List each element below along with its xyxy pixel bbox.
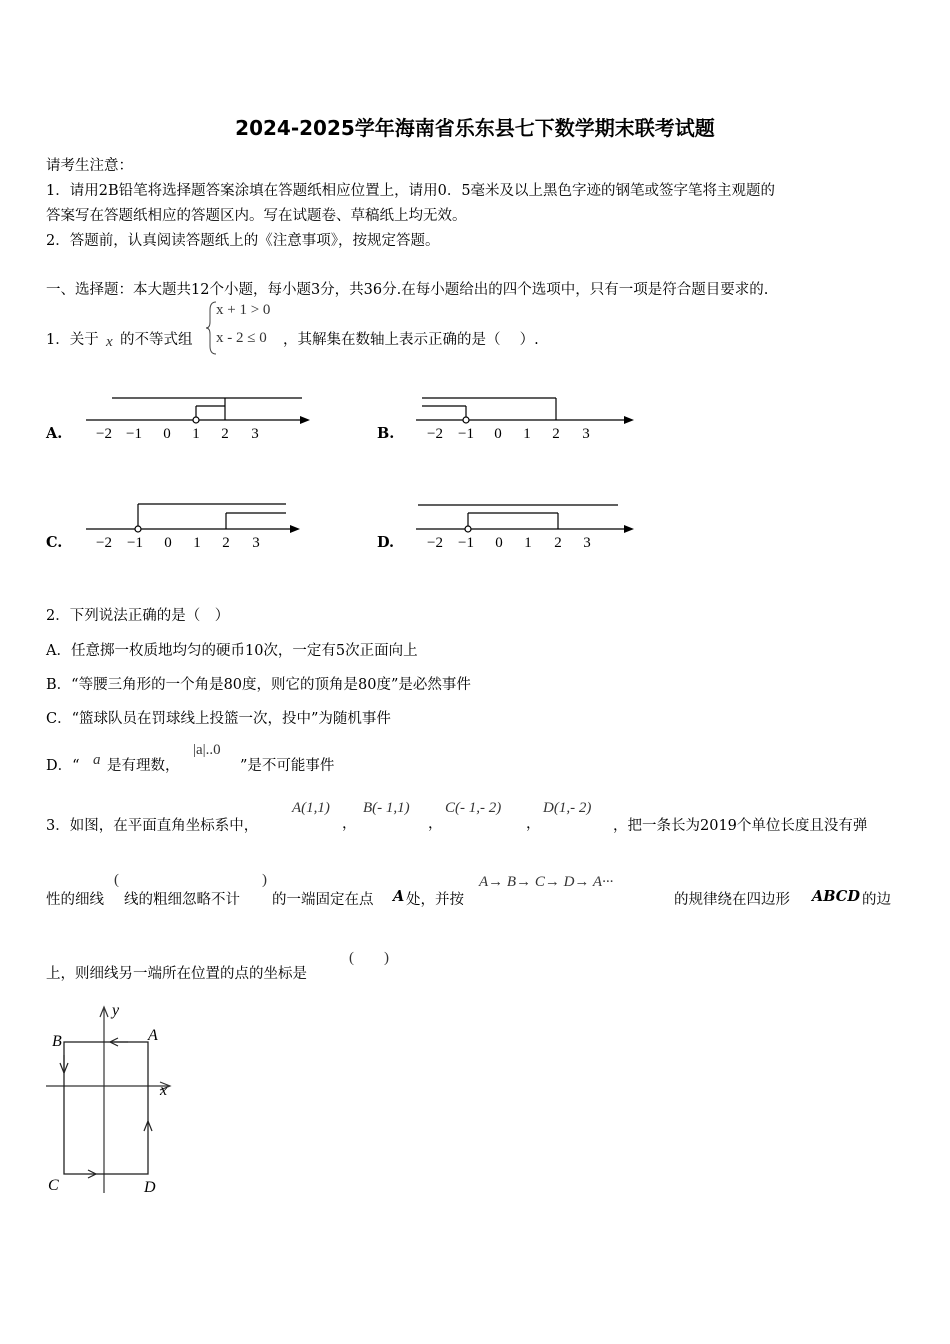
q3-point-c: C(- 1,- 2): [445, 800, 502, 816]
tick-label: 1: [193, 535, 201, 551]
tick-label: 3: [252, 535, 260, 551]
q3-line2-mid: 的一端固定在点: [272, 892, 374, 908]
q2-option-b: B．“等腰三角形的一个角是80度，则它的顶角是80度”是必然事件: [46, 677, 471, 693]
q3-sep: ，: [342, 816, 357, 832]
tick-label: 0: [163, 426, 171, 442]
notice-line-2: 2．答题前，认真阅读答题纸上的《注意事项》，按规定答题。: [46, 233, 440, 249]
q1-suffix: ，其解集在数轴上表示正确的是（ ）.: [283, 332, 539, 348]
q3-open-paren: (: [114, 872, 119, 888]
tick-label: 3: [583, 535, 591, 551]
tick-label: −1: [126, 426, 142, 442]
q3-close-paren: ): [262, 872, 267, 888]
number-line-b: [410, 390, 650, 450]
tick-label: −2: [427, 426, 443, 442]
tick-label: 0: [495, 535, 503, 551]
q3-sep: ，: [428, 816, 443, 832]
number-line-a: [80, 390, 320, 450]
point-d-label: D: [144, 1179, 156, 1196]
tick-label: 2: [554, 535, 562, 551]
q2-option-d-abs: |a|..0: [193, 742, 221, 758]
q1-option-c-label: C.: [46, 534, 63, 551]
q2-stem: 2．下列说法正确的是（ ）: [46, 608, 230, 624]
point-b-label: B: [52, 1033, 62, 1050]
q1-option-a-label: A.: [46, 425, 63, 442]
q1-mid: 的不等式组: [120, 332, 193, 348]
tick-label: −2: [427, 535, 443, 551]
q3-line2-post: 的规律绕在四边形: [674, 892, 790, 908]
q3-line3: 上，则细线另一端所在位置的点的坐标是: [46, 966, 307, 982]
q1-var: x: [106, 334, 113, 350]
q3-figure: [40, 995, 200, 1200]
x-axis-label: x: [160, 1082, 168, 1099]
q1-option-d-label: D.: [377, 534, 395, 551]
q2-option-c: C．“篮球队员在罚球线上投篮一次，投中”为随机事件: [46, 711, 391, 727]
q3-answer-paren: ( ): [349, 950, 389, 966]
y-axis-label: y: [112, 1002, 120, 1019]
q3-point-b: B(- 1,1): [363, 800, 410, 816]
q2-option-d-mid: 是有理数，: [107, 758, 180, 774]
tick-label: 1: [523, 426, 531, 442]
tick-label: −2: [96, 535, 112, 551]
tick-label: 3: [251, 426, 259, 442]
q2-option-d-var: a: [93, 752, 101, 768]
number-line-d: [410, 499, 650, 559]
notice-line-1b: 答案写在答题纸相应的答题区内。写在试题卷、草稿纸上均无效。: [46, 208, 467, 224]
q3-point-d: D(1,- 2): [543, 800, 592, 816]
q3-path: A→ B→ C→ D→ A···: [479, 874, 614, 890]
tick-label: −2: [96, 426, 112, 442]
q1-ineq-2: x - 2 ≤ 0: [216, 330, 267, 346]
q1-option-b-label: B.: [377, 425, 395, 442]
page-title: 2024-2025学年海南省乐东县七下数学期末联考试题: [235, 116, 715, 140]
q3-sep: ，: [526, 816, 541, 832]
tick-label: 2: [222, 535, 230, 551]
point-a-label: A: [148, 1027, 158, 1044]
tick-label: −1: [127, 535, 143, 551]
q3-point-a: A(1,1): [292, 800, 330, 816]
tick-label: 0: [494, 426, 502, 442]
q3-line2-mid2: 处，并按: [406, 892, 464, 908]
q1-prefix: 1．关于: [46, 332, 99, 348]
q3-line2-paren-text: 线的粗细忽略不计: [124, 892, 240, 908]
q2-option-d-prefix: D．“: [46, 758, 80, 774]
tick-label: 2: [552, 426, 560, 442]
q3-abcd: ABCD: [812, 888, 860, 905]
q3-line2-end: 的边: [862, 892, 891, 908]
q3-line1-prefix: 3．如图，在平面直角坐标系中，: [46, 818, 259, 834]
q1-ineq-1: x + 1 > 0: [216, 302, 271, 318]
q2-option-d-post: ”是不可能事件: [240, 758, 335, 774]
tick-label: −1: [458, 535, 474, 551]
q3-line2-prefix: 性的细线: [46, 892, 104, 908]
notice-line-1: 1．请用2B铅笔将选择题答案涂填在答题纸相应位置上，请用0．5毫米及以上黑色字迹的钢笔或签字笔将主观题的: [46, 183, 776, 199]
notice-heading: 请考生注意：: [46, 158, 133, 174]
tick-label: −1: [458, 426, 474, 442]
tick-label: 1: [524, 535, 532, 551]
number-line-c: [80, 499, 320, 559]
point-c-label: C: [48, 1177, 59, 1194]
q3-line1-post: ，把一条长为2019个单位长度且没有弹: [613, 818, 868, 834]
section-heading: 一、选择题：本大题共12个小题，每小题3分，共36分.在每小题给出的四个选项中，只有一项是符合题目要求的.: [46, 282, 769, 298]
tick-label: 1: [192, 426, 200, 442]
tick-label: 2: [221, 426, 229, 442]
tick-label: 0: [164, 535, 172, 551]
q2-option-a: A．任意掷一枚质地均匀的硬币10次，一定有5次正面向上: [46, 643, 418, 659]
q3-point-a-label: A: [393, 888, 405, 905]
tick-label: 3: [582, 426, 590, 442]
